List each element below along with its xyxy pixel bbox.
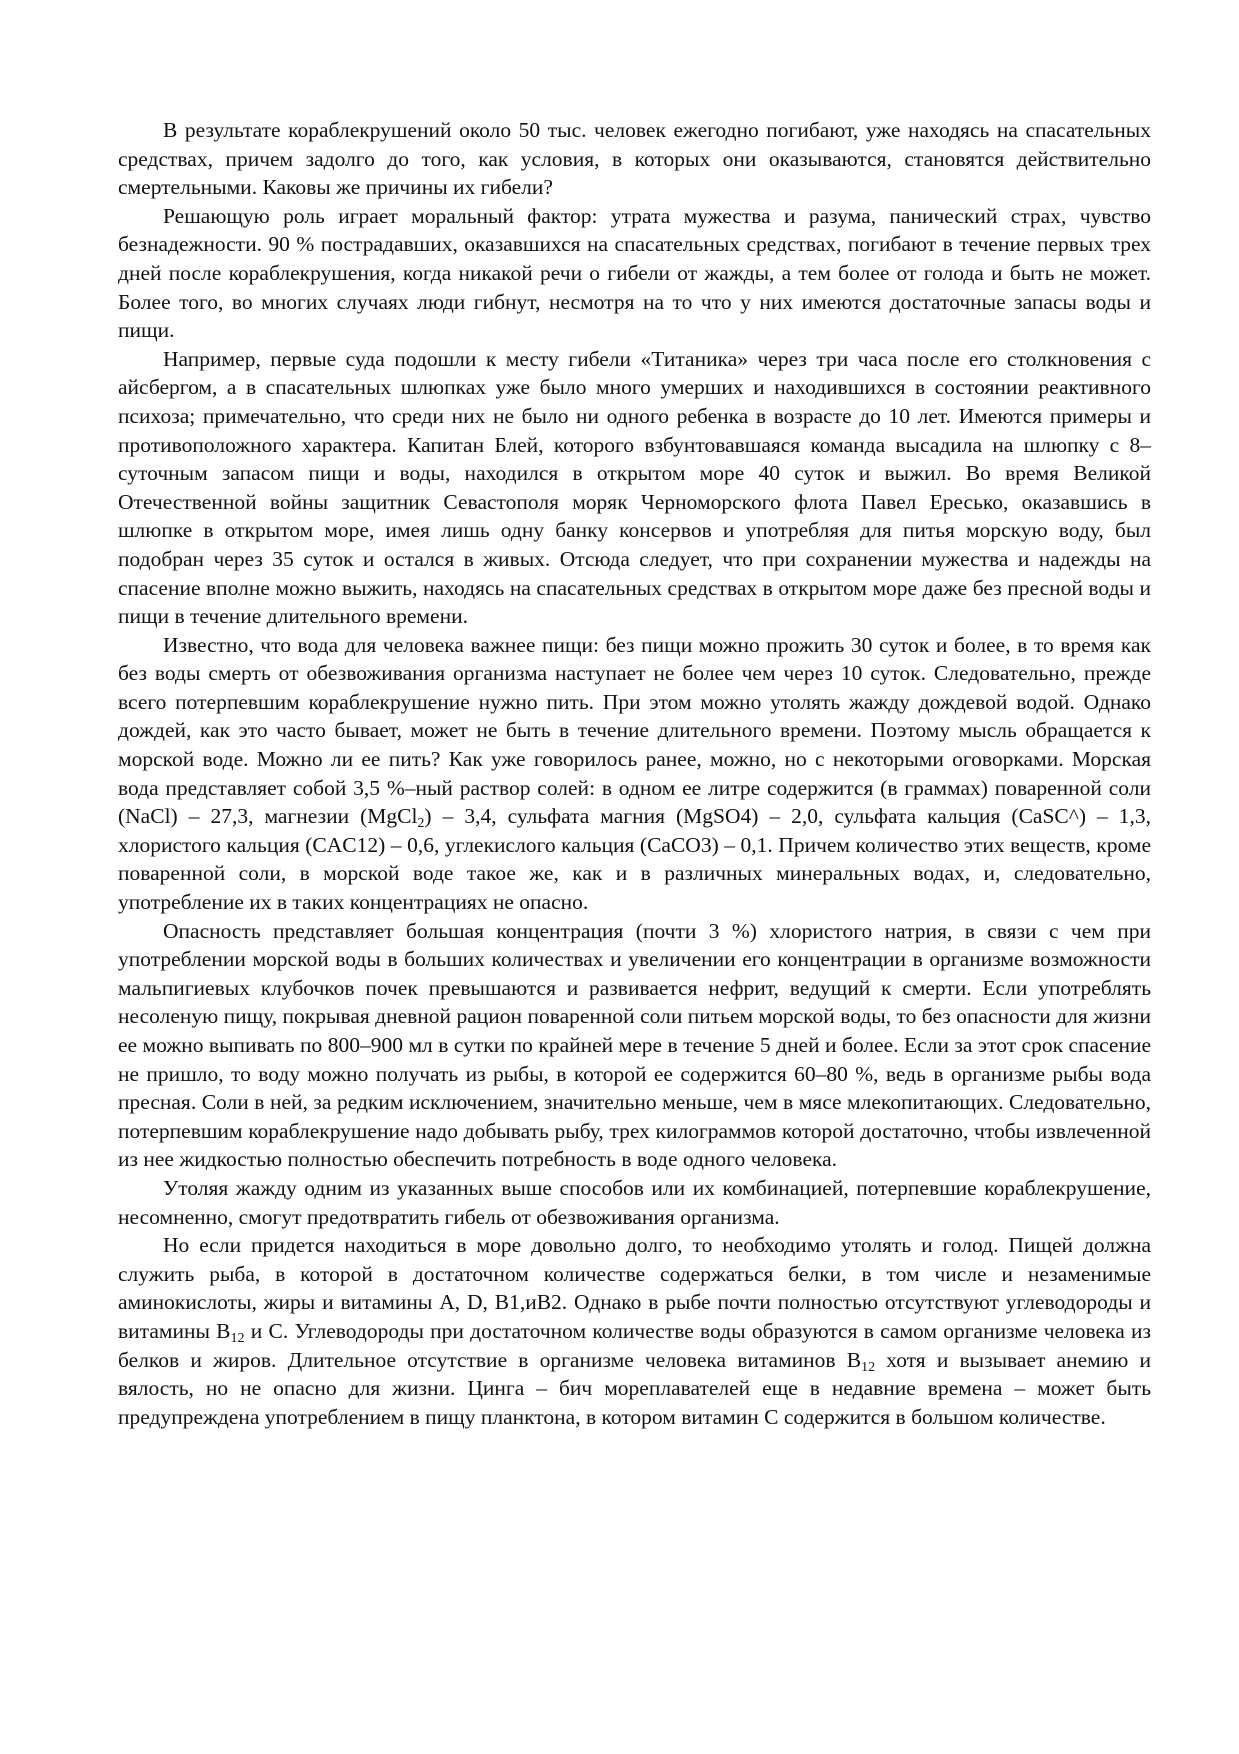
- paragraph-1: В результате кораблекрушений около 50 тыс. человек ежегодно погибают, уже находясь на спасательных средствах, причем задолго до того, как условия, в которых они оказываются, становятся действительно смертельными. Каковы же причины их гибели?: [118, 118, 1151, 200]
- paragraph-7-text-a: Но если придется находиться в море довольно долго, то необходимо утолять и голод. Пищей должна служить рыба, в которой в достаточном количестве содержаться белки, в том числе и незаменимые аминокислоты, жиры и витамины А, D, В1,иВ2. Однако в рыбе почти полностью отсутствуют углеводороды и витамины В: [118, 1233, 1151, 1343]
- paragraph-7: [118, 1231, 1151, 1431]
- subscript: 2: [417, 816, 425, 832]
- paragraph-4: [118, 631, 1151, 917]
- document-page: [118, 116, 1151, 1431]
- paragraph-2: Решающую роль играет моральный фактор: утрата мужества и разума, панический страх, чувство безнадежности. 90 % пострадавших, оказавшихся на спасательных средствах, погибают в течение первых трех дней после кораблекрушения, когда никакой речи о гибели от жажды, а тем более от голода и быть не может. Более того, во многих случаях люди гибнут, несмотря на то что у них имеются достаточные запасы воды и пищи.: [118, 203, 1151, 343]
- paragraph-7-text-c: хотя и вызывает анемию и вялость, но не опасно для жизни. Цинга – бич мореплавателей еще в недавние времена – может быть предупреждена употреблением в пищу планктона, в котором витамин С содержится в большом количестве.: [118, 1347, 1151, 1429]
- paragraph-6: Утоляя жажду одним из указанных выше способов или их комбинацией, потерпевшие кораблекрушение, несомненно, смогут предотвратить гибель от обезвоживания организма.: [118, 1175, 1151, 1229]
- paragraph-4-text-a: Известно, что вода для человека важнее пищи: без пищи можно прожить 30 суток и более, в то время как без воды смерть от обезвоживания организма наступает не более чем через 10 суток. Следовательно, прежде всего потерпевшим кораблекрушение нужно пить. При этом можно утолять жажду дождевой водой. Однако дождей, как это часто бывает, может не быть в течение длительного времени. Поэтому мысль обращается к морской воде. Можно ли ее пить? Как уже говорилось ранее, можно, но с некоторыми оговорками. Морская вода представляет собой 3,5 %–ный раствор солей: в одном ее литре содержится (в граммах) поваренной соли (NaCl) – 27,3, магнезии (MgCl: [118, 632, 1151, 829]
- paragraph-7-text-b: и С. Углеводороды при достаточном количестве воды образуются в самом организме человека из белков и жиров. Длительное отсутствие в организме человека витаминов В: [118, 1318, 1152, 1372]
- subscript: 12: [861, 1359, 876, 1375]
- paragraph-3: Например, первые суда подошли к месту гибели «Титаника» через три часа после его столкновения с айсбергом, а в спасательных шлюпках уже было много умерших и находившихся в состоянии реактивного психоза; примечательно, что среди них не было ни одного ребенка в возрасте до 10 лет. Имеются примеры и противоположного характера. Капитан Блей, которого взбунтовавшаяся команда высадила на шлюпку с 8–суточным запасом пищи и воды, находился в открытом море 40 суток и выжил. Во время Великой Отечественной войны защитник Севастополя моряк Черноморского флота Павел Ересько, оказавшись в шлюпке в открытом море, имея лишь одну банку консервов и употребляя для питья морскую воду, был подобран через 35 суток и остался в живых. Отсюда следует, что при сохранении мужества и надежды на спасение вполне можно выжить, находясь на спасательных средствах в открытом море даже без пресной воды и пищи в течение длительного времени.: [118, 346, 1151, 629]
- paragraph-5: Опасность представляет большая концентрация (почти 3 %) хлористого натрия, в связи с чем при употреблении морской воды в больших количествах и увеличении его концентрации в организме возможности мальпигиевых клубочков почек превышаются и развивается нефрит, ведущий к смерти. Если употреблять несоленую пищу, покрывая дневной рацион поваренной соли питьем морской воды, то без опасности для жизни ее можно выпивать по 800–900 мл в сутки по крайней мере в течение 5 дней и более. Если за этот срок спасение не пришло, то воду можно получать из рыбы, в которой ее содержится 60–80 %, ведь в организме рыбы вода пресная. Соли в ней, за редким исключением, значительно меньше, чем в мясе млекопитающих. Следовательно, потерпевшим кораблекрушение надо добывать рыбу, трех килограммов которой достаточно, чтобы извлеченной из нее жидкостью полностью обеспечить потребность в воде одного человека.: [118, 918, 1151, 1172]
- paragraph-4-text-b: ) – 3,4, сульфата магния (MgSO4) – 2,0, сульфата кальция (CaSC^) – 1,3, хлористого кальция (CAC12) – 0,6, углекислого кальция (CaCO3) – 0,1. Причем количество этих веществ, кроме поваренной соли, в морской воде такое же, как и в различных минеральных водах, и, следовательно, употребление их в таких концентрациях не опасно.: [118, 804, 1151, 915]
- subscript: 12: [230, 1330, 245, 1346]
